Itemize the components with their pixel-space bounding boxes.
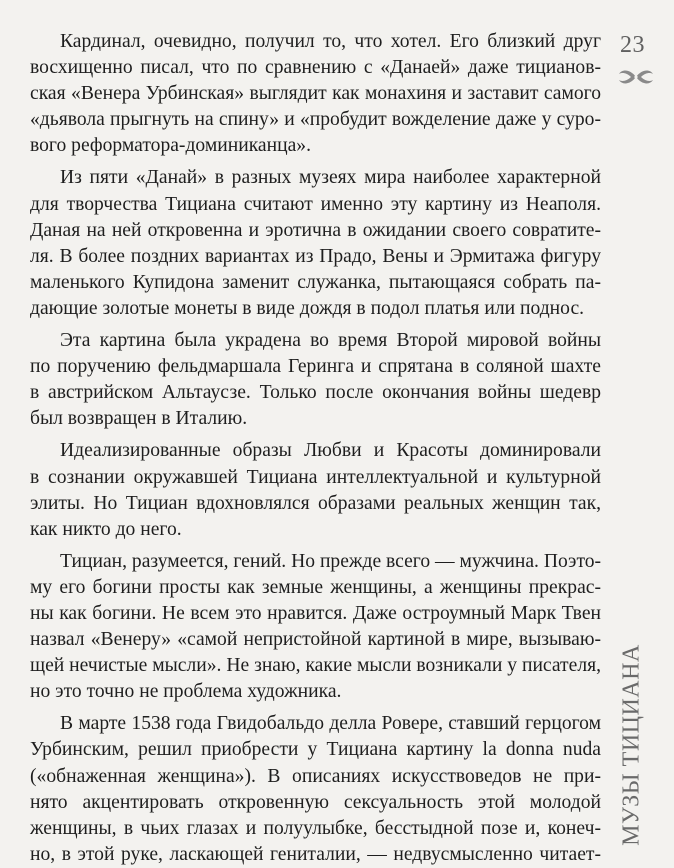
text-line: Даная на ней откровенна и эротична в ожидании своего совратите-: [30, 219, 601, 241]
text-line: но это точно не проблема художника.: [30, 681, 342, 703]
paragraph: [30, 328, 601, 432]
paragraph: [30, 711, 601, 868]
text-line: Из пяти «Данай» в разных музеях мира наиболее характерной: [60, 167, 601, 189]
paragraph: [30, 29, 601, 159]
section-title-text: МУЗЫ ТИЦИАНА: [618, 644, 645, 846]
text-line: ны как богини. Не всем это нравится. Даже остроумный Марк Твен: [30, 602, 601, 624]
page-number: 23: [620, 32, 645, 58]
text-line: в австрийском Альтаусзе. Только после окончания войны шедевр: [30, 382, 601, 404]
text-line: Эта картина была украдена во время Второй мировой войны: [60, 330, 601, 352]
paragraph: [30, 165, 601, 322]
text-line: женщины, в чьих глазах и полуулыбке, бесстыдной позе и, конеч-: [30, 817, 601, 839]
text-line: В марте 1538 года Гвидобальдо делла Ровере, ставший герцогом: [60, 713, 601, 735]
text-line: по поручению фельдмаршала Геринга и спрятана в соляной шахте: [30, 356, 601, 378]
text-line: дающие золотые монеты в виде дождя в подол платья или поднос.: [30, 297, 585, 319]
text-line: элиты. Но Тициан вдохновлялся образами реальных женщин так,: [30, 492, 601, 514]
body-text: [30, 29, 601, 868]
text-line: назвал «Венеру» «самой непристойной картиной в мире, вызываю-: [30, 629, 601, 651]
text-line: вого реформатора-доминиканца».: [30, 135, 311, 157]
text-line: му его богини просты как земные женщины, а женщины прекрас-: [30, 576, 601, 598]
text-line: маленького Купидона заменит служанка, пытающаяся собрать па-: [30, 271, 601, 293]
text-line: Тициан, разумеется, гений. Но прежде всего — мужчина. Поэто-: [60, 550, 602, 572]
text-line: но, в этой руке, ласкающей гениталии, — недвусмысленно читает-: [30, 843, 601, 865]
text-line: «дьявола прыгнуть на спину» и «пробудит вожделение даже у суро-: [30, 109, 601, 131]
text-line: в сознании окружавшей Тициана интеллектуальной и культурной: [30, 466, 601, 488]
text-line: Урбинским, решил приобрести у Тициана картину la donna nuda: [30, 739, 601, 761]
text-line: для творчества Тициана считают именно эту картину из Неаполя.: [30, 193, 601, 215]
paragraph: [30, 549, 601, 706]
text-line: ская «Венера Урбинская» выглядит как монахиня и заставит самого: [30, 83, 601, 105]
text-line: нято акцентировать откровенную сексуальность этой молодой: [30, 791, 601, 813]
text-line: был возвращен в Италию.: [30, 408, 248, 430]
text-line: щей нечистые мысли». Не знаю, какие мысли возникали у писателя,: [30, 655, 602, 677]
running-section-title: [610, 630, 654, 860]
text-line: как никто до него.: [30, 518, 182, 540]
fleuron-ornament-icon: [616, 66, 656, 88]
text-line: Кардинал, очевидно, получил то, что хотел. Его близкий друг: [60, 31, 601, 52]
text-line: восхищенно писал, что по сравнению с «Данаей» даже тицианов-: [30, 57, 601, 79]
text-line: ля. В более поздних вариантах из Прадо, Вены и Эрмитажа фигуру: [30, 245, 601, 267]
text-line: Идеализированные образы Любви и Красоты доминировали: [60, 440, 601, 462]
text-line: («обнаженная женщина»). В описаниях искусствоведов не при-: [30, 765, 601, 787]
paragraph: [30, 438, 601, 542]
